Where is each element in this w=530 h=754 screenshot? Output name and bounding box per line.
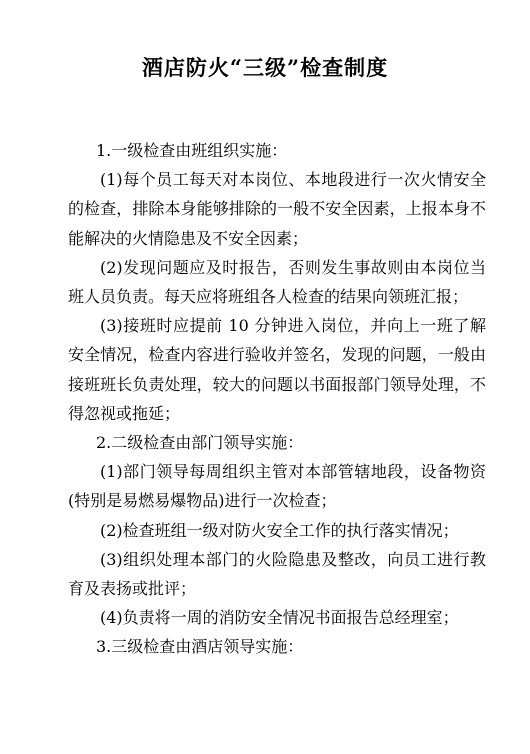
section-1-item-1: (1)每个员工每天对本岗位、本地段进行一次火情安全的检查，排除本身能够排除的一般不安全因素，上报本身不能解决的火情隐患及不安全因素； xyxy=(68,170,486,248)
section-2-item-4: (4)负责将一周的消防安全情况书面报告总经理室； xyxy=(100,608,459,628)
section-heading-2: 2.二级检查由部门领导实施： xyxy=(96,433,304,453)
document-body xyxy=(68,136,486,662)
section-1-item-2: (2)发现问题应及时报告，否则发生事故则由本岗位当班人员负责。每天应将班组各人检查的结果向领班汇报； xyxy=(68,257,486,307)
section-heading-1: 1.一级检查由班组织实施： xyxy=(96,141,288,160)
section-2-item-3: (3)组织处理本部门的火险隐患及整改，向员工进行教育及表扬或批评； xyxy=(68,549,486,599)
section-heading-3: 3.三级检查由酒店领导实施： xyxy=(96,637,304,657)
section-1-item-3: (3)接班时应提前 10 分钟进入岗位，并向上一班了解安全情况，检查内容进行验收并签名，发现的问题，一般由接班班长负责处理，较大的问题以书面报部门领导处理，不得忽视或拖延； xyxy=(68,316,486,423)
section-2-item-2: (2)检查班组一级对防火安全工作的执行落实情况； xyxy=(100,520,459,540)
section-2-item-1: (1)部门领导每周组织主管对本部管辖地段，设备物资(特别是易燃易爆物品)进行一次检查； xyxy=(68,462,486,511)
document-title: 酒店防火“三级”检查制度 xyxy=(141,55,389,81)
